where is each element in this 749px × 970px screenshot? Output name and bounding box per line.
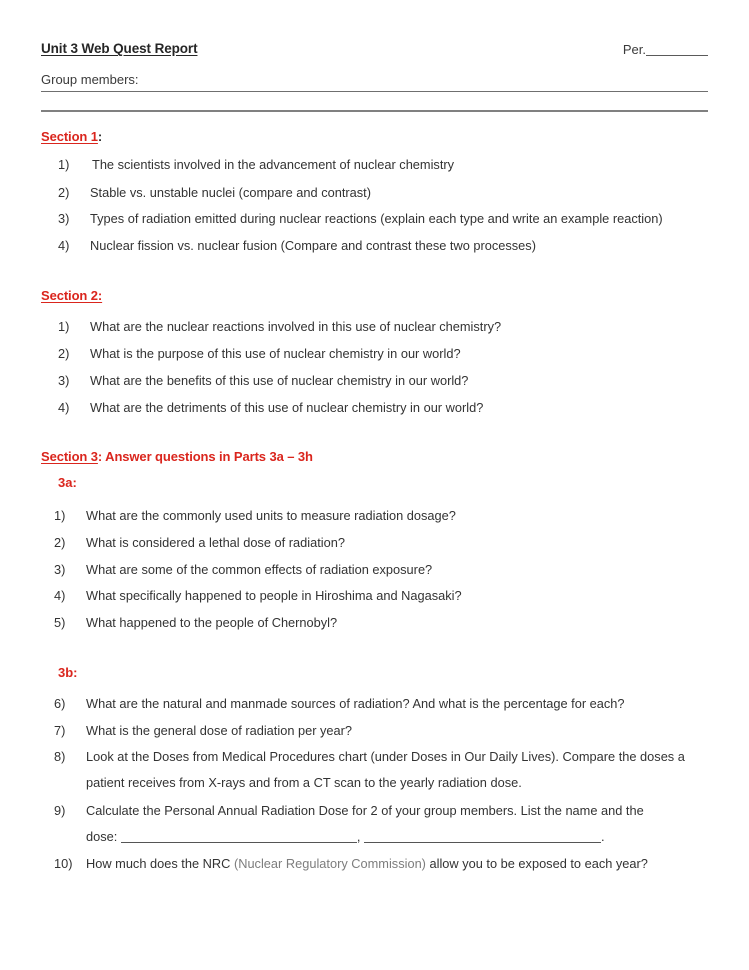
- group-members-field[interactable]: [41, 71, 708, 92]
- list-item: [54, 557, 709, 583]
- part-3b-label: 3b:: [58, 665, 78, 680]
- list-item-text: Nuclear fission vs. nuclear fusion (Compare and contrast these two processes): [90, 238, 536, 253]
- list-item: [54, 744, 712, 796]
- period-label: Per.: [622, 42, 646, 57]
- list-item-text: Stable vs. unstable nuclei (compare and contrast): [90, 185, 371, 200]
- list-item-number: 2): [58, 346, 70, 361]
- list-item-text: What are the natural and manmade sources of radiation? And what is the percentage for each?: [86, 696, 625, 711]
- list-item: [54, 530, 709, 556]
- dose-answer-row: [86, 824, 712, 850]
- section-1-heading: [41, 129, 102, 144]
- list-item: [54, 718, 709, 744]
- period-blank[interactable]: [646, 44, 708, 56]
- list-item-number: 3): [58, 211, 70, 226]
- list-item-text: Calculate the Personal Annual Radiation Dose for 2 of your group members. List the name and the: [86, 803, 644, 818]
- dose-separator: ,: [356, 829, 361, 844]
- list-item-number: 3): [58, 373, 70, 388]
- list-item-number: 4): [54, 588, 66, 603]
- list-item: [58, 368, 708, 394]
- list-item: [58, 314, 708, 340]
- section-3-heading-name: Section 3: [41, 449, 98, 464]
- list-item: [54, 503, 709, 529]
- list-item-text: The scientists involved in the advancement of nuclear chemistry: [92, 157, 455, 172]
- dose-blank-2[interactable]: [364, 831, 601, 843]
- list-item-text: What are the benefits of this use of nuclear chemistry in our world?: [90, 373, 469, 388]
- list-item: [58, 341, 708, 367]
- list-item: [58, 152, 708, 178]
- list-item: [58, 395, 708, 421]
- list-item-text: What happened to the people of Chernobyl?: [86, 615, 338, 630]
- period-field: [623, 42, 708, 57]
- list-item-text: What is the purpose of this use of nuclear chemistry in our world?: [90, 346, 461, 361]
- section-1-heading-suffix: :: [97, 129, 103, 144]
- list-item-text: What are some of the common effects of radiation exposure?: [86, 562, 433, 577]
- part-3a-label: 3a:: [58, 475, 77, 490]
- list-item-text: What is the general dose of radiation per year?: [86, 723, 353, 738]
- section-2-heading: [41, 288, 102, 303]
- list-item-text: Look at the Doses from Medical Procedures chart (under Doses in Our Daily Lives). Compare the doses a patient receives from X-rays and from a CT scan to the yearly radiation dose.: [86, 749, 685, 790]
- list-item: [58, 206, 713, 232]
- list-item-9: [54, 798, 712, 850]
- dose-label: dose:: [86, 829, 118, 844]
- list-item-number: 2): [54, 535, 66, 550]
- section-3-heading-rest: : Answer questions in Parts 3a – 3h: [97, 449, 313, 464]
- item-10-text-before: How much does the NRC: [86, 856, 234, 871]
- list-item-text: What are the commonly used units to measure radiation dosage?: [86, 508, 456, 523]
- list-item: [54, 691, 712, 717]
- document-header: [41, 41, 708, 63]
- list-item-number: 2): [58, 185, 70, 200]
- list-item-text: What are the nuclear reactions involved in this use of nuclear chemistry?: [90, 319, 502, 334]
- list-item-number: 1): [54, 508, 66, 523]
- list-item-number: 4): [58, 238, 70, 253]
- list-item-text: [86, 851, 712, 877]
- list-item-number: 3): [54, 562, 66, 577]
- dose-blank-1[interactable]: [121, 831, 357, 843]
- list-item-number: 8): [54, 749, 66, 764]
- list-item-number: 1): [58, 319, 70, 334]
- section-1-heading-name: Section 1: [41, 129, 98, 144]
- group-members-label: Group members:: [41, 72, 139, 87]
- list-item-number: 4): [58, 400, 70, 415]
- dose-terminator: .: [601, 829, 605, 844]
- list-item: [54, 583, 709, 609]
- item-10-parenthetical: (Nuclear Regulatory Commission): [233, 856, 426, 871]
- list-item-10: [54, 851, 712, 877]
- list-item: [58, 233, 708, 259]
- section-3-heading: [41, 449, 313, 464]
- list-item-number: 1): [58, 157, 70, 172]
- list-item-text: What is considered a lethal dose of radiation?: [86, 535, 345, 550]
- list-item-text: What specifically happened to people in Hiroshima and Nagasaki?: [86, 588, 462, 603]
- list-item-number: 7): [54, 723, 66, 738]
- list-item-text: Types of radiation emitted during nuclear reactions (explain each type and write an example reaction): [90, 211, 663, 226]
- list-item: [58, 180, 708, 206]
- list-item-text: What are the detriments of this use of nuclear chemistry in our world?: [90, 400, 484, 415]
- list-item-number: 6): [54, 696, 66, 711]
- group-members-second-line[interactable]: [41, 110, 708, 112]
- item-10-text-after: allow you to be exposed to each year?: [425, 856, 648, 871]
- list-item-number: 5): [54, 615, 66, 630]
- list-item-number: 10): [54, 856, 73, 871]
- page-title: Unit 3 Web Quest Report: [41, 41, 198, 56]
- list-item: [54, 610, 709, 636]
- list-item-number: 9): [54, 803, 66, 818]
- section-2-heading-name: Section 2:: [41, 288, 103, 303]
